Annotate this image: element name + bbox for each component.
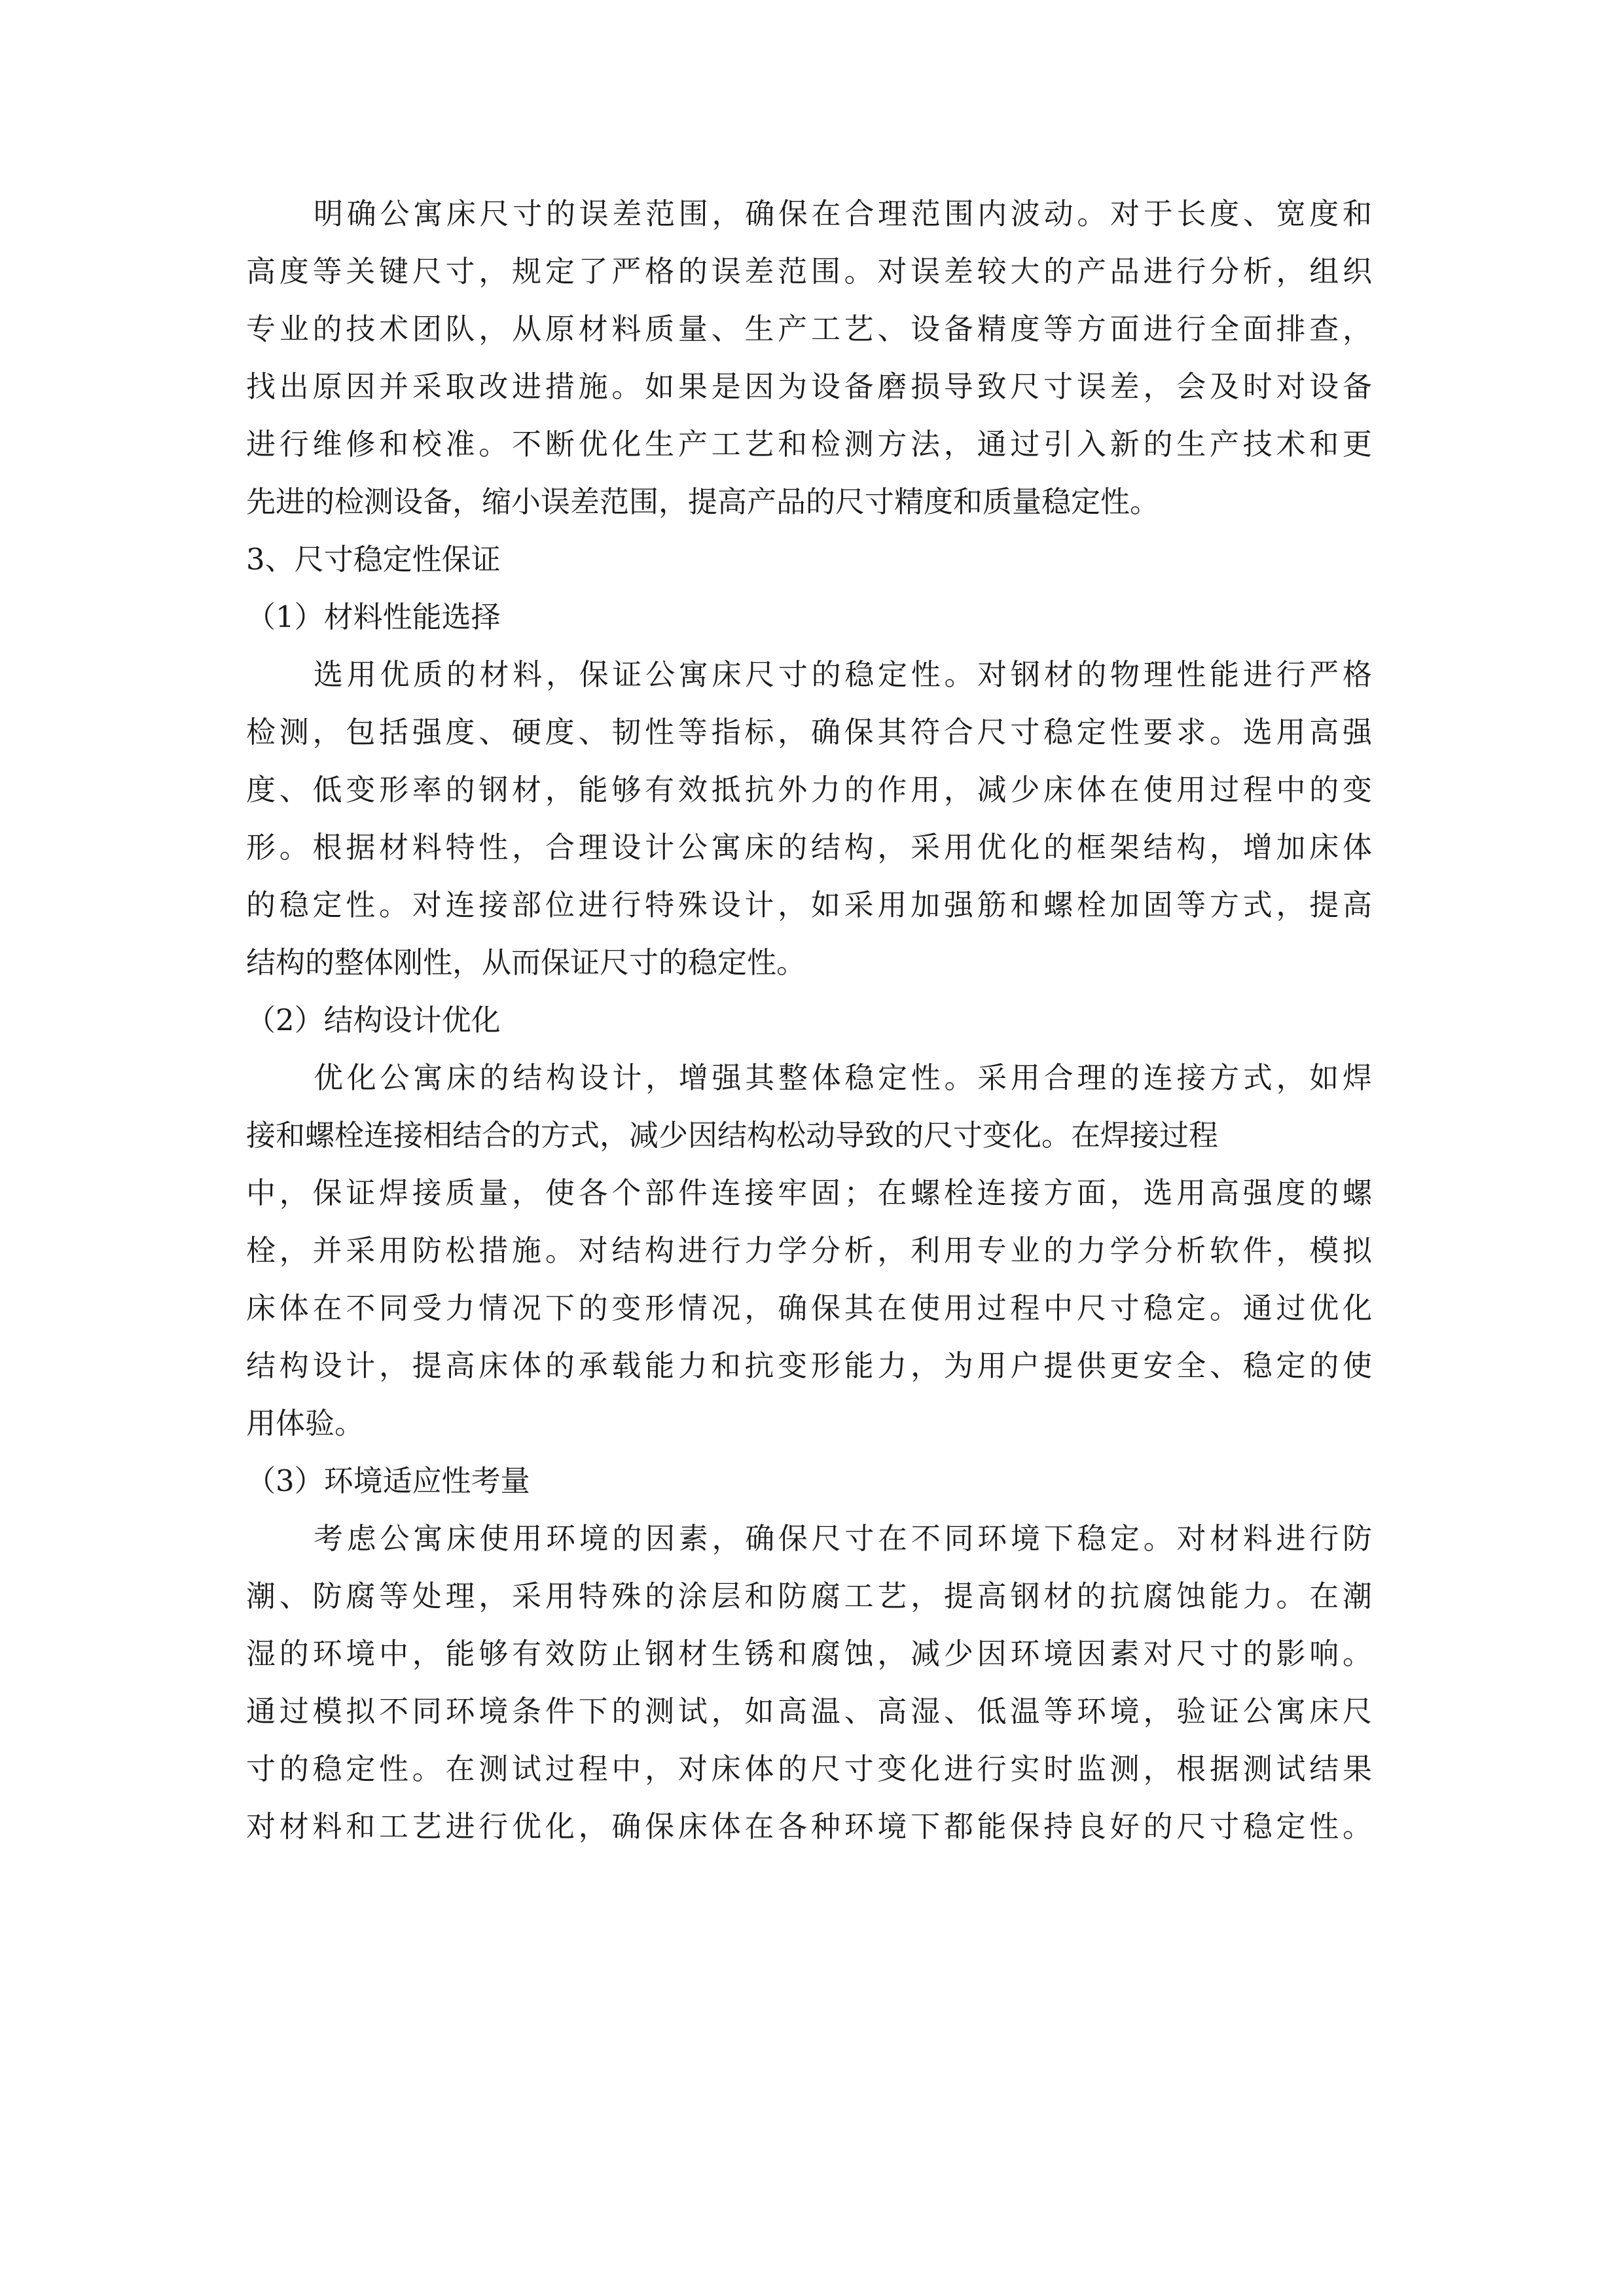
paragraph-environment-adaptability [246, 1510, 1372, 1856]
text-line: 的稳定性。对连接部位进行特殊设计，如采用加强筋和螺栓加固等方式，提高 [246, 888, 1372, 922]
subsection-heading-environment: （3）环境适应性考量 [246, 1463, 530, 1498]
text-line: 高度等关键尺寸，规定了严格的误差范围。对误差较大的产品进行分析，组织 [246, 254, 1372, 289]
section-heading: 3、尺寸稳定性保证 [246, 542, 501, 577]
text-line: 考虑公寓床使用环境的因素，确保尺寸在不同环境下稳定。对材料进行防 [314, 1521, 1372, 1556]
text-line: 结构的整体刚性，从而保证尺寸的稳定性。 [246, 945, 806, 980]
paragraph-material-selection [246, 646, 1372, 992]
text-line: 中，保证焊接质量，使各个部件连接牢固；在螺栓连接方面，选用高强度的螺 [246, 1175, 1372, 1210]
text-line: 进行维修和校准。不断优化生产工艺和检测方法，通过引入新的生产技术和更 [246, 427, 1372, 461]
text-line: 找出原因并采取改进措施。如果是因为设备磨损导致尺寸误差，会及时对设备 [246, 369, 1372, 404]
text-line: 栓，并采用防松措施。对结构进行力学分析，利用专业的力学分析软件，模拟 [246, 1233, 1372, 1268]
text-line: 先进的检测设备，缩小误差范围，提高产品的尺寸精度和质量稳定性。 [246, 484, 1160, 519]
text-line: 专业的技术团队，从原材料质量、生产工艺、设备精度等方面进行全面排查， [246, 312, 1372, 346]
text-line: 湿的环境中，能够有效防止钢材生锈和腐蚀，减少因环境因素对尺寸的影响。 [246, 1636, 1372, 1671]
paragraph-structure-design [246, 1049, 1372, 1452]
text-line: 检测，包括强度、硬度、韧性等指标，确保其符合尺寸稳定性要求。选用高强 [246, 715, 1372, 749]
subsection-heading-structure: （2）结构设计优化 [246, 1003, 501, 1037]
text-line: 寸的稳定性。在测试过程中，对床体的尺寸变化进行实时监测，根据测试结果 [246, 1751, 1372, 1786]
text-line: 对材料和工艺进行优化，确保床体在各种环境下都能保持良好的尺寸稳定性。 [246, 1809, 1372, 1844]
text-line: 优化公寓床的结构设计，增强其整体稳定性。采用合理的连接方式，如焊 [314, 1060, 1372, 1095]
text-line: 用体验。 [246, 1406, 365, 1441]
text-line: 明确公寓床尺寸的误差范围，确保在合理范围内波动。对于长度、宽度和 [314, 196, 1372, 231]
document-body [246, 185, 1372, 1856]
text-line: 结构设计，提高床体的承载能力和抗变形能力，为用户提供更安全、稳定的使 [246, 1348, 1372, 1383]
paragraph-dimension-tolerance [246, 185, 1372, 531]
text-line: 选用优质的材料，保证公寓床尺寸的稳定性。对钢材的物理性能进行严格 [314, 657, 1372, 692]
subsection-heading-material: （1）材料性能选择 [246, 600, 501, 634]
text-line: 度、低变形率的钢材，能够有效抵抗外力的作用，减少床体在使用过程中的变 [246, 772, 1372, 807]
text-line: 形。根据材料特性，合理设计公寓床的结构，采用优化的框架结构，增加床体 [246, 830, 1372, 865]
text-line: 通过模拟不同环境条件下的测试，如高温、高湿、低温等环境，验证公寓床尺 [246, 1694, 1372, 1729]
text-line: 潮、防腐等处理，采用特殊的涂层和防腐工艺，提高钢材的抗腐蚀能力。在潮 [246, 1579, 1372, 1613]
text-line: 接和螺栓连接相结合的方式，减少因结构松动导致的尺寸变化。在焊接过程 [246, 1118, 1219, 1153]
text-line: 床体在不同受力情况下的变形情况，确保其在使用过程中尺寸稳定。通过优化 [246, 1291, 1372, 1325]
